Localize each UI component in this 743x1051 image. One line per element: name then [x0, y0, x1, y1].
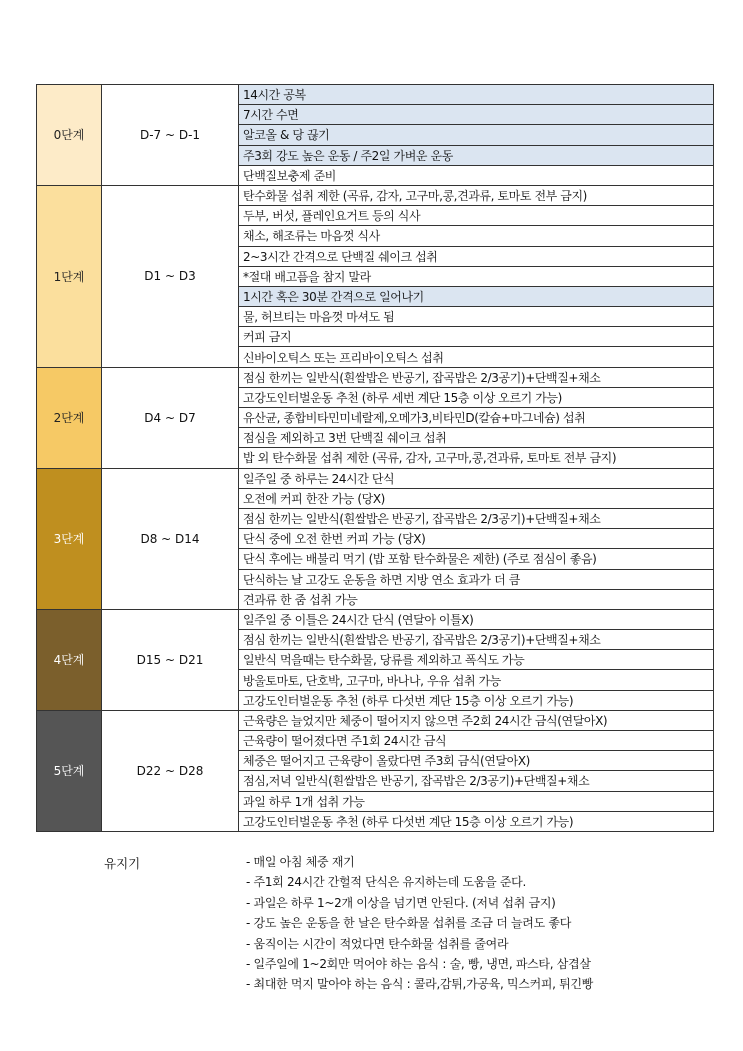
stage-item: 물, 허브티는 마음껏 마셔도 됨	[239, 307, 714, 327]
stage-days: D8 ~ D14	[102, 468, 239, 609]
stage-item: 점심 한끼는 일반식(흰쌀밥은 반공기, 잡곡밥은 2/3공기)+단백질+채소	[239, 367, 714, 387]
stage-item: 단식 후에는 배불리 먹기 (밥 포함 탄수화물은 제한) (주로 점심이 좋음)	[239, 549, 714, 569]
stage-item: 탄수화물 섭취 제한 (곡류, 감자, 고구마,콩,견과류, 토마토 전부 금지)	[239, 185, 714, 205]
stage-item: 14시간 공복	[239, 85, 714, 105]
stage-item: 단식하는 날 고강도 운동을 하면 지방 연소 효과가 더 큼	[239, 569, 714, 589]
stage-days: D15 ~ D21	[102, 609, 239, 710]
maintenance-item: - 과일은 하루 1~2개 이상을 넘기면 안된다. (저녁 섭취 금지)	[246, 895, 556, 910]
stage-item: 단백질보충제 준비	[239, 165, 714, 185]
stage-item: 유산균, 종합비타민미네랄제,오메가3,비타민D(칼슘+마그네슘) 섭취	[239, 408, 714, 428]
stage-name: 4단계	[37, 609, 102, 710]
stage-row	[37, 185, 714, 205]
stage-days: D-7 ~ D-1	[102, 85, 239, 186]
stage-name: 2단계	[37, 367, 102, 468]
maintenance-item: - 최대한 먹지 말아야 하는 음식 : 콜라,감튀,가공육, 믹스커피, 튀긴빵	[246, 977, 594, 992]
stage-item: 알코올 & 당 끊기	[239, 125, 714, 145]
stage-name: 0단계	[37, 85, 102, 186]
maintenance-section	[0, 852, 743, 1002]
stage-item: 근육량이 떨어졌다면 주1회 24시간 금식	[239, 731, 714, 751]
maintenance-item: - 움직이는 시간이 적었다면 탄수화물 섭취를 줄여라	[246, 936, 509, 951]
stage-days: D22 ~ D28	[102, 710, 239, 831]
stage-item: 밥 외 탄수화물 섭취 제한 (곡류, 감자, 고구마,콩,견과류, 토마토 전부 금지)	[239, 448, 714, 468]
stage-item: 오전에 커피 한잔 가능 (당X)	[239, 488, 714, 508]
stage-row	[37, 468, 714, 488]
stage-item: 방울토마토, 단호박, 고구마, 바나나, 우유 섭취 가능	[239, 670, 714, 690]
stage-item: 일주일 중 이틀은 24시간 단식 (연달아 이틀X)	[239, 609, 714, 629]
stage-name: 5단계	[37, 710, 102, 831]
stage-item: 체중은 떨어지고 근육량이 올랐다면 주3회 금식(연달아X)	[239, 751, 714, 771]
stage-row	[37, 367, 714, 387]
stage-item: 점심,저녁 일반식(흰쌀밥은 반공기, 잡곡밥은 2/3공기)+단백질+채소	[239, 771, 714, 791]
stage-item: 일반식 먹을때는 탄수화물, 당류를 제외하고 폭식도 가능	[239, 650, 714, 670]
stage-item: 커피 금지	[239, 327, 714, 347]
stage-name: 1단계	[37, 185, 102, 367]
maintenance-list	[246, 852, 593, 995]
stage-item: 점심 한끼는 일반식(흰쌀밥은 반공기, 잡곡밥은 2/3공기)+단백질+채소	[239, 630, 714, 650]
stage-row	[37, 85, 714, 105]
maintenance-item: - 매일 아침 체중 재기	[246, 855, 355, 869]
stage-days: D4 ~ D7	[102, 367, 239, 468]
maintenance-item: - 강도 높은 운동을 한 날은 탄수화물 섭취를 조금 더 늘려도 좋다	[246, 916, 571, 931]
stage-item: 7시간 수면	[239, 105, 714, 125]
stage-item: 두부, 버섯, 플레인요거트 등의 식사	[239, 206, 714, 226]
stage-item: 2~3시간 간격으로 단백질 쉐이크 섭취	[239, 246, 714, 266]
maintenance-item: - 주1회 24시간 간헐적 단식은 유지하는데 도움을 준다.	[246, 875, 526, 890]
stage-item: 근육량은 늘었지만 체중이 떨어지지 않으면 주2회 24시간 금식(연달아X)	[239, 710, 714, 730]
stage-days: D1 ~ D3	[102, 185, 239, 367]
stage-item: 신바이오틱스 또는 프리바이오틱스 섭취	[239, 347, 714, 367]
stage-item: 고강도인터벌운동 추천 (하루 다섯번 계단 15층 이상 오르기 가능)	[239, 811, 714, 831]
stage-item: 단식 중에 오전 한번 커피 가능 (당X)	[239, 529, 714, 549]
diet-plan-table	[36, 84, 714, 832]
stage-name: 3단계	[37, 468, 102, 609]
stage-item: 고강도인터벌운동 추천 (하루 세번 계단 15층 이상 오르기 가능)	[239, 387, 714, 407]
stage-item: 과일 하루 1개 섭취 가능	[239, 791, 714, 811]
stage-item: 점심 한끼는 일반식(흰쌀밥은 반공기, 잡곡밥은 2/3공기)+단백질+채소	[239, 508, 714, 528]
stage-item: 고강도인터벌운동 추천 (하루 다섯번 계단 15층 이상 오르기 가능)	[239, 690, 714, 710]
stage-row	[37, 609, 714, 629]
stage-item: 채소, 해조류는 마음껏 식사	[239, 226, 714, 246]
stage-item: *절대 배고픔을 참지 말라	[239, 266, 714, 286]
stage-item: 견과류 한 줌 섭취 가능	[239, 589, 714, 609]
stage-item: 주3회 강도 높은 운동 / 주2일 가벼운 운동	[239, 145, 714, 165]
stage-item: 1시간 혹은 30분 간격으로 일어나기	[239, 286, 714, 306]
stage-row	[37, 710, 714, 730]
maintenance-label: 유지기	[104, 856, 141, 871]
maintenance-item: - 일주일에 1~2회만 먹어야 하는 음식 : 술, 빵, 냉면, 파스타, 삼겹살	[246, 956, 591, 971]
stage-item: 일주일 중 하루는 24시간 단식	[239, 468, 714, 488]
stage-item: 점심을 제외하고 3번 단백질 쉐이크 섭취	[239, 428, 714, 448]
